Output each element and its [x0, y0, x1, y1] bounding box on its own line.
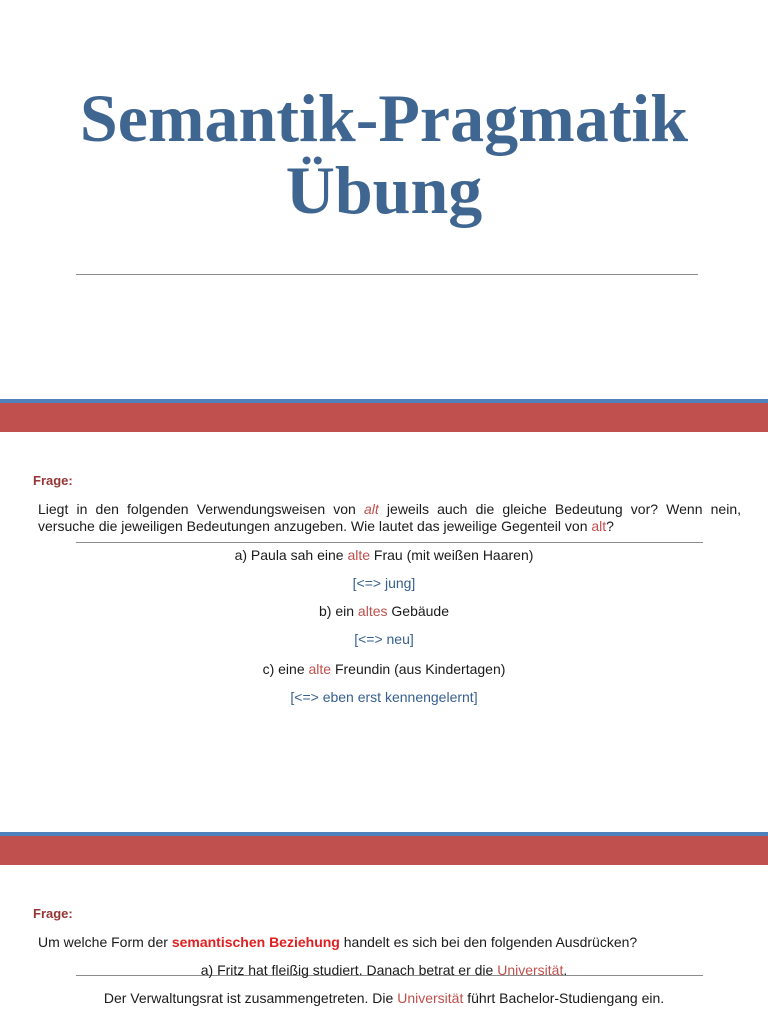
example-text: b) ein — [319, 603, 358, 619]
example-item — [0, 547, 768, 564]
highlight-word: alt — [591, 518, 607, 534]
answer-text: [<=> jung] — [352, 575, 416, 591]
question-text-part: Um welche Form der — [38, 934, 172, 950]
answer-text: [<=> neu] — [354, 631, 414, 647]
example-text: a) Fritz hat fleißig studiert. Danach betrat er die — [200, 962, 498, 978]
example-text: Gebäude — [387, 603, 449, 619]
title-divider — [76, 274, 698, 275]
question-label: Frage: — [33, 473, 73, 488]
highlight-word: Universität — [497, 962, 564, 978]
example-text: Freundin (aus Kindertagen) — [331, 661, 506, 677]
question-text-part: Liegt in den folgenden Verwendungsweisen von — [38, 501, 364, 517]
highlight-word: alte — [308, 661, 332, 677]
example-text: a) Paula sah eine — [234, 547, 348, 563]
highlight-word: Universität — [397, 990, 464, 1006]
example-text: . — [563, 962, 568, 978]
highlight-word: alte — [347, 547, 371, 563]
example-text: c) eine — [262, 661, 309, 677]
slide-separator-red — [0, 836, 768, 865]
slide-title-line-1: Semantik-Pragmatik — [79, 80, 689, 156]
question-text — [38, 501, 741, 535]
highlight-word: alt — [363, 501, 379, 517]
example-text: Frau (mit weißen Haaren) — [370, 547, 534, 563]
question-text-part: handelt es sich bei den folgenden Ausdrücken? — [339, 934, 638, 950]
example-item — [0, 661, 768, 678]
question-text — [38, 934, 741, 951]
slide-title-line-2: Übung — [285, 152, 483, 228]
example-text: führt Bachelor-Studiengang ein. — [463, 990, 665, 1006]
question-divider — [76, 542, 703, 543]
question-text-part: jeweils auch die gleiche Bedeutung vor? Wenn nein, versuche die jeweiligen Bedeutungen anzugeben. Wie lautet das jeweilige Gegenteil von — [38, 501, 741, 534]
example-item — [0, 990, 768, 1007]
slide-separator-red — [0, 403, 768, 432]
example-item — [0, 962, 768, 979]
example-item — [0, 603, 768, 620]
answer-text: [<=> eben erst kennengelernt] — [290, 689, 478, 705]
highlight-term: semantischen Beziehung — [171, 934, 340, 950]
highlight-word: altes — [357, 603, 388, 619]
question-label: Frage: — [33, 906, 73, 921]
question-text-part: ? — [606, 518, 614, 534]
example-text: Der Verwaltungsrat ist zusammengetreten. Die — [103, 990, 398, 1006]
